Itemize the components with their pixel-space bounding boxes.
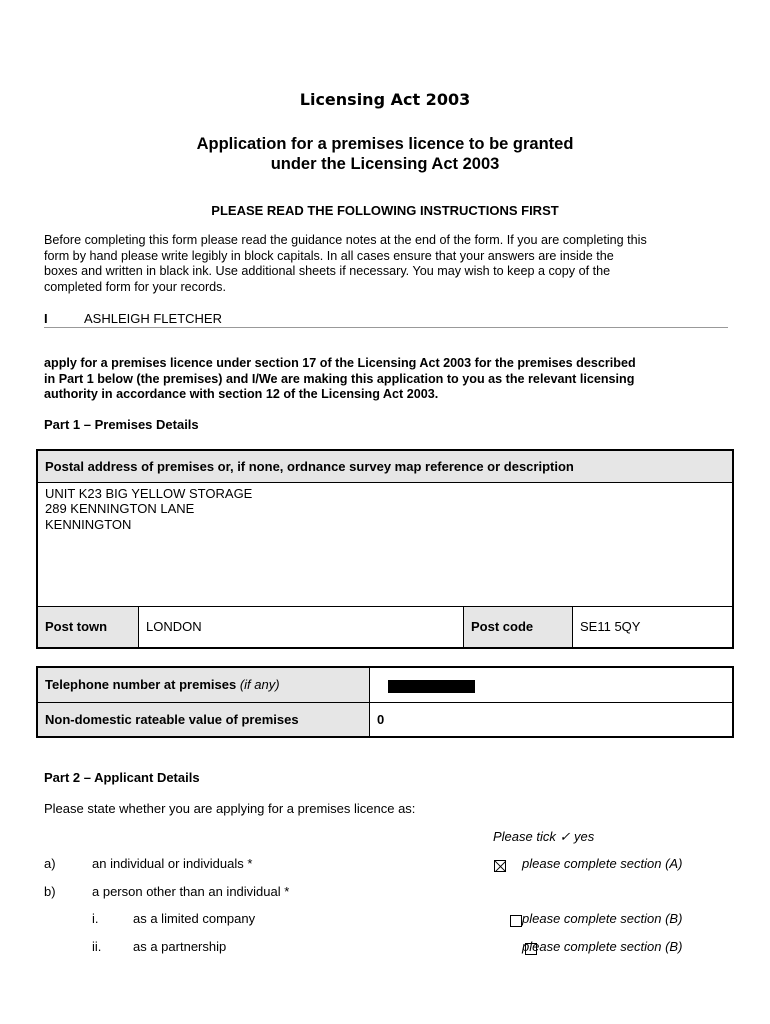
premises-address-table — [36, 449, 734, 649]
post-town-field[interactable]: LONDON — [139, 606, 464, 648]
declaration-line: apply for a premises licence under section 17 of the Licensing Act 2003 for the premises described — [44, 356, 636, 370]
part2-intro: Please state whether you are applying for a premises licence as: — [44, 801, 416, 816]
address-line: 289 KENNINGTON LANE — [45, 501, 195, 516]
option-marker: i. — [92, 911, 99, 926]
address-label: Postal address of premises or, if none, ordnance survey map reference or description — [37, 450, 733, 482]
option-marker: ii. — [92, 939, 102, 954]
telephone-label-text: Telephone number at premises — [45, 677, 237, 693]
instructions-heading: PLEASE READ THE FOLLOWING INSTRUCTIONS FIRST — [211, 203, 559, 218]
form-title-line2: under the Licensing Act 2003 — [270, 155, 500, 173]
form-title-line1: Application for a premises licence to be granted — [196, 135, 574, 153]
redaction-bar — [388, 680, 475, 693]
instructions-line: form by hand please write legibly in block capitals. In all cases ensure that your answers are inside the — [44, 248, 614, 263]
option-note: please complete section (B) — [522, 911, 683, 926]
rateable-value-field[interactable]: 0 — [370, 702, 734, 737]
option-label: as a partnership — [133, 939, 227, 954]
telephone-label — [37, 667, 370, 702]
option-label: a person other than an individual * — [92, 884, 290, 899]
option-marker: b) — [44, 884, 56, 899]
applicant-name: ASHLEIGH FLETCHER — [84, 311, 222, 326]
post-code-field[interactable]: SE11 5QY — [573, 606, 734, 648]
part1-heading: Part 1 – Premises Details — [44, 417, 199, 432]
option-label: as a limited company — [133, 911, 256, 926]
instructions-paragraph — [44, 233, 734, 295]
option-marker: a) — [44, 856, 56, 871]
telephone-qualifier: (if any) — [239, 677, 280, 693]
instructions-line: Before completing this form please read the guidance notes at the end of the form. If you are completing this — [44, 233, 647, 247]
declaration-line: in Part 1 below (the premises) and I/We are making this application to you as the relevant licensing — [44, 371, 635, 386]
declaration-line: authority in accordance with section 12 of the Licensing Act 2003. — [44, 387, 439, 401]
option-label: an individual or individuals * — [92, 856, 253, 871]
rateable-value-label: Non-domestic rateable value of premises — [37, 702, 370, 737]
applicant-prefix: I — [44, 311, 48, 326]
tick-header: Please tick ✓ yes — [493, 829, 595, 844]
instructions-line: boxes and written in black ink. Use additional sheets if necessary. You may wish to keep a copy of the — [44, 264, 611, 278]
address-line: KENNINGTON — [45, 516, 132, 532]
address-field[interactable] — [37, 482, 733, 606]
instructions-line: completed form for your records. — [44, 279, 226, 294]
applicant-name-field[interactable] — [44, 311, 728, 328]
declaration-paragraph — [44, 356, 734, 403]
option-note: please complete section (B) — [522, 939, 683, 954]
part2-heading: Part 2 – Applicant Details — [44, 770, 200, 785]
post-code-label: Post code — [464, 606, 573, 648]
address-line: UNIT K23 BIG YELLOW STORAGE — [45, 485, 253, 501]
limited-company-checkbox[interactable] — [510, 915, 522, 927]
individual-checkbox[interactable] — [494, 860, 506, 872]
act-title: Licensing Act 2003 — [299, 90, 471, 109]
premises-contact-table — [36, 666, 734, 738]
option-note: please complete section (A) — [522, 856, 683, 871]
form-title — [0, 134, 770, 174]
post-town-label: Post town — [37, 606, 139, 648]
